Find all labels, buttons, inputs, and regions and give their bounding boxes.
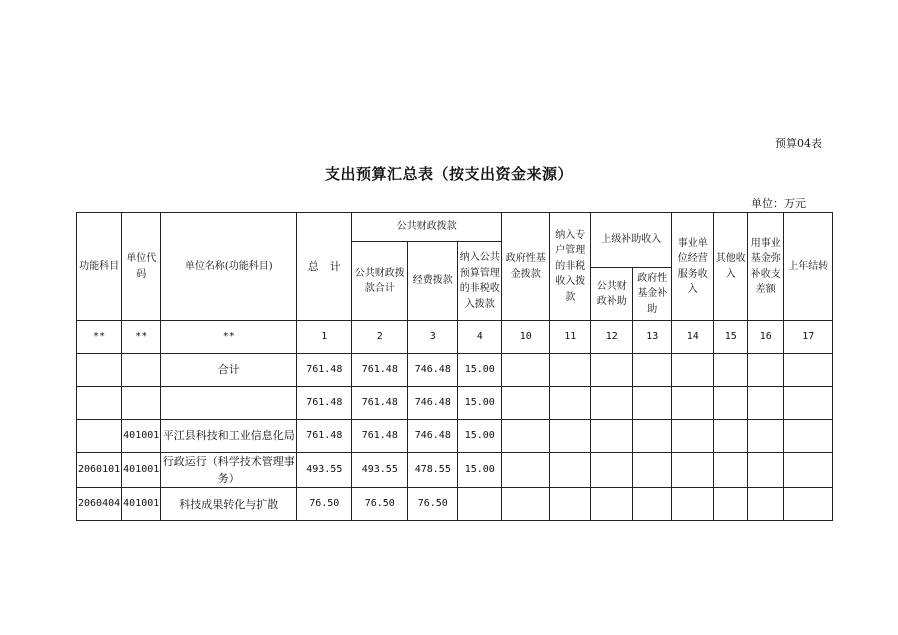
index-row [77,321,833,354]
table-row [77,387,833,420]
index-cell: ** [77,321,122,354]
header-public-fiscal: 公共财政拨款 [352,213,502,242]
index-cell: 2 [352,321,408,354]
index-cell: ** [122,321,161,354]
func-code-cell [77,387,122,420]
unit-code-cell [122,354,161,387]
func-code-cell [77,354,122,387]
index-cell: 12 [591,321,633,354]
total-cell: 493.55 [297,453,352,488]
table-row [77,488,833,521]
expense-cell: 746.48 [408,420,458,453]
nontax-cell [458,488,502,521]
expense-cell: 746.48 [408,387,458,420]
index-cell: 17 [784,321,833,354]
nontax-cell: 15.00 [458,354,502,387]
header-unit-name: 单位名称(功能科目) [161,213,297,321]
header-public-fiscal-total: 公共财政拨款合计 [352,242,408,321]
header-fund-offset: 用事业基金弥补收支差额 [748,213,784,321]
header-total: 总 计 [297,213,352,321]
header-public-fiscal-subsidy: 公共财政补助 [591,268,633,321]
public-total-cell: 761.48 [352,420,408,453]
header-business-income: 事业单位经营服务收入 [672,213,714,321]
index-cell: 10 [502,321,550,354]
header-gov-fund-subsidy: 政府性基金补助 [633,268,672,321]
public-total-cell: 761.48 [352,354,408,387]
expense-cell: 478.55 [408,453,458,488]
header-special-nontax: 纳入专户管理的非税收入拨款 [550,213,591,321]
unit-name-cell: 平江县科技和工业信息化局 [161,420,297,453]
index-cell: ** [161,321,297,354]
form-number: 预算04表 [775,137,822,150]
unit-name-cell: 合计 [161,354,297,387]
total-cell: 761.48 [297,420,352,453]
public-total-cell: 76.50 [352,488,408,521]
unit-code-cell: 401001 [122,420,161,453]
nontax-cell: 15.00 [458,420,502,453]
index-cell: 15 [714,321,748,354]
header-expense-alloc: 经费拨款 [408,242,458,321]
index-cell: 4 [458,321,502,354]
budget-summary-table [76,212,833,521]
total-cell: 761.48 [297,354,352,387]
public-total-cell: 761.48 [352,387,408,420]
header-other-income: 其他收入 [714,213,748,321]
unit-code-cell: 401001 [122,453,161,488]
header-nontax-income: 纳入公共预算管理的非税收入拨款 [458,242,502,321]
header-unit-code: 单位代码 [122,213,161,321]
index-cell: 1 [297,321,352,354]
unit-name-cell [161,387,297,420]
index-cell: 14 [672,321,714,354]
public-total-cell: 493.55 [352,453,408,488]
func-code-cell [77,420,122,453]
header-superior-subsidy: 上级补助收入 [591,213,672,268]
header-gov-fund: 政府性基金拨款 [502,213,550,321]
header-prev-balance: 上年结转 [784,213,833,321]
expense-cell: 746.48 [408,354,458,387]
total-cell: 76.50 [297,488,352,521]
unit-name-cell: 科技成果转化与扩散 [161,488,297,521]
unit-label: 单位：万元 [751,197,806,210]
index-cell: 11 [550,321,591,354]
page-title: 支出预算汇总表（按支出资金来源） [324,165,573,183]
unit-name-cell: 行政运行（科学技术管理事务） [161,453,297,488]
table-row [77,420,833,453]
nontax-cell: 15.00 [458,387,502,420]
nontax-cell: 15.00 [458,453,502,488]
unit-code-cell: 401001 [122,488,161,521]
func-code-cell: 2060404 [77,488,122,521]
total-cell: 761.48 [297,387,352,420]
func-code-cell: 2060101 [77,453,122,488]
index-cell: 16 [748,321,784,354]
table-row [77,354,833,387]
unit-code-cell [122,387,161,420]
header-func-code: 功能科目 [77,213,122,321]
index-cell: 3 [408,321,458,354]
table-row [77,453,833,488]
expense-cell: 76.50 [408,488,458,521]
index-cell: 13 [633,321,672,354]
